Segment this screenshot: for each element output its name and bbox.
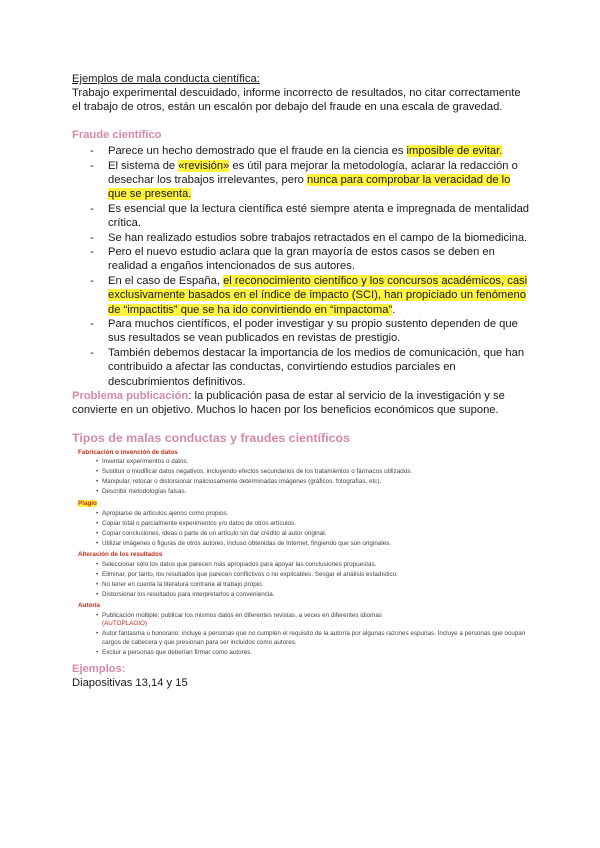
list-item: - Se han realizado estudios sobre trabajos retractados en el campo de la biomedicina. <box>72 231 532 245</box>
category-title: Plagio <box>78 500 97 508</box>
list-item: • Describir metodologías falsas. <box>72 488 532 497</box>
list-item: • Manipular, retocar o distorsionar maliciosamente determinadas imágenes (gráficos, fotografías, etc). <box>72 478 532 487</box>
problema-label: Problema publicación <box>72 390 189 403</box>
category-list <box>72 510 532 549</box>
tipos-heading: Tipos de malas conductas y fraudes científicos <box>72 430 350 445</box>
list-item: • Copiar total o parcialmente experimentos y/o datos de otros artículos. <box>72 520 532 529</box>
list-item: • Seleccionar sólo los datos que parecen más apropiados para apoyar las conclusiones propuestas. <box>72 561 532 570</box>
list-item: • Sustituir o modificar datos negativos, incluyendo efectos secundarios de los tratamientos o fármacos utilizados. <box>72 468 532 477</box>
fraude-heading: Fraude científico <box>72 128 162 141</box>
intro-heading: Ejemplos de mala conducta científica: <box>72 73 260 85</box>
list-item: - Para muchos científicos, el poder investigar y su propio sustento dependen de que sus resultados se vean publicados en revistas de prestigio. <box>72 317 532 345</box>
list-item: - El sistema de «revisión» es útil para mejorar la metodología, aclarar la redacción o desechar los trabajos irrelevantes, pero nunca para comprobar la veracidad de lo que se presenta. <box>72 159 532 202</box>
fraude-list <box>72 144 532 389</box>
list-item: • Eliminar, por tanto, los resultados que parecen conflictivos o no explicables. Sesgar el análisis estadístico. <box>72 571 532 580</box>
list-item: • No tener en cuenta la literatura contraria al trabajo propio. <box>72 581 532 590</box>
list-item: • Apropiarse de artículos ajenos como propios. <box>72 510 532 519</box>
tipos-section <box>72 431 532 658</box>
list-item: • Copiar conclusiones, ideas o parte de un artículo sin dar crédito al autor original. <box>72 530 532 539</box>
category-title: Alteración de los resultados <box>78 551 163 559</box>
list-item: • Publicación múltiple: publicar los mismos datos en diferentes revistas, a veces en diferentes idiomas (AUTOPLAGIO) <box>72 612 532 629</box>
document-page <box>72 72 532 690</box>
category-title: Autoría <box>78 602 101 610</box>
ejemplos-text: Diapositivas 13,14 y 15 <box>72 676 188 689</box>
list-item: • Utilizar imágenes o figuras de otros autores, incluso obtenidas de Internet, fingiendo que son originales. <box>72 540 532 549</box>
problema-paragraph: Problema publicación: la publicación pasa de estar al servicio de la investigación y se convierte en un objetivo. Muchos lo hacen por los beneficios económicos que supone. <box>72 390 505 417</box>
list-item: - También debemos destacar la importancia de los medios de comunicación, que han contribuido a afectar las conductas, convirtiendo estudios parciales en descubrimientos definitivos. <box>72 346 532 389</box>
category-list <box>72 612 532 658</box>
tipos-figure <box>72 449 532 658</box>
list-item: • Autor fantasma u honorario: incluye a personas que no cumplen el requisito de la autoría por algunas razones espurias. Incluye a personas que ocupan cargos de cabecera y que presionan para ser incluidos como autores. <box>72 630 532 647</box>
ejemplos-section <box>72 662 532 690</box>
ejemplos-heading: Ejemplos: <box>72 662 126 675</box>
category-list <box>72 458 532 497</box>
category-title: Fabricación o invención de datos <box>78 448 178 456</box>
category-list <box>72 561 532 600</box>
intro-text: Trabajo experimental descuidado, informe incorrecto de resultados, no citar correctamente el trabajo de otros, están un escalón por debajo del fraude en una escala de gravedad. <box>72 87 521 114</box>
fraude-section <box>72 128 532 389</box>
list-item: - Es esencial que la lectura científica esté siempre atenta e impregnada de mentalidad crítica. <box>72 202 532 230</box>
list-item: • Excluir a personas que deberían firmar como autores. <box>72 649 532 658</box>
list-item: - En el caso de España, el reconocimiento científico y los concursos académicos, casi exclusivamente basados en el índice de impacto (SCI), han propiciado un fenómeno de “impactitis” que se ha ido convirtiendo en “impactoma”. <box>72 274 532 317</box>
list-item: - Pero el nuevo estudio aclara que la gran mayoría de estos casos se deben en realidad a engaños intencionados de sus autores. <box>72 245 532 273</box>
list-item: • Distorsionar los resultados para interpretarlos a conveniencia. <box>72 591 532 600</box>
list-item: - Parece un hecho demostrado que el fraude en la ciencia es imposible de evitar. <box>72 144 532 158</box>
list-item: • Inventar experimentos o datos. <box>72 458 532 467</box>
